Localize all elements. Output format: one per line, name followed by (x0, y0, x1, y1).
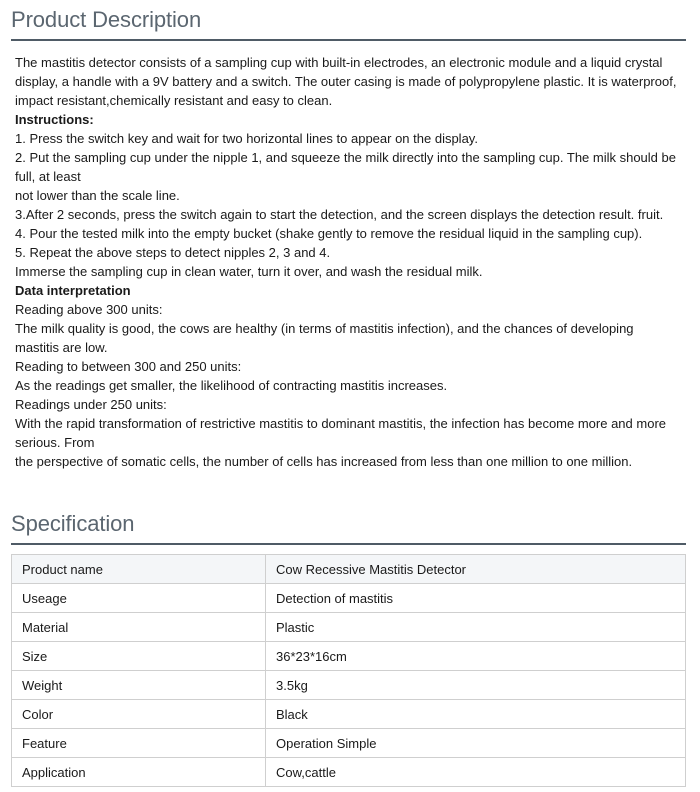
spec-value: 36*23*16cm (266, 642, 686, 671)
instruction-step: 2. Put the sampling cup under the nipple 1, and squeeze the milk directly into the sampling cup. The milk should be full, at least (15, 150, 676, 184)
instruction-step: 4. Pour the tested milk into the empty bucket (shake gently to remove the residual liquid in the sampling cup). (15, 226, 643, 241)
product-description-body (15, 53, 680, 471)
spec-key: Material (12, 613, 266, 642)
instruction-step: 3.After 2 seconds, press the switch again to start the detection, and the screen displays the detection result. fruit. (15, 207, 664, 222)
instruction-step: Immerse the sampling cup in clean water, turn it over, and wash the residual milk. (15, 264, 483, 279)
description-paragraph: The mastitis detector consists of a sampling cup with built-in electrodes, an electronic module and a liquid crystal display, a handle with a 9V battery and a switch. The outer casing is made of polypropylene plastic. It is waterproof, impact resistant,chemically resistant and easy to clean. (15, 55, 677, 108)
instruction-step: 1. Press the switch key and wait for two horizontal lines to appear on the display. (15, 131, 478, 146)
specification-heading: Specification (11, 511, 135, 536)
interpretation-text: the perspective of somatic cells, the number of cells has increased from less than one million to one million. (15, 454, 633, 469)
spec-value: Operation Simple (266, 729, 686, 758)
table-row (12, 729, 686, 758)
table-row (12, 700, 686, 729)
instruction-step: not lower than the scale line. (15, 188, 180, 203)
spec-value: Plastic (266, 613, 686, 642)
interpretation-range-label: Reading above 300 units: (15, 302, 163, 317)
interpretation-text: The milk quality is good, the cows are healthy (in terms of mastitis infection), and the chances of developing mastitis are low. (15, 321, 634, 355)
instructions-heading: Instructions: (15, 112, 94, 127)
table-row (12, 613, 686, 642)
spec-key: Useage (12, 584, 266, 613)
spec-value: Black (266, 700, 686, 729)
interpretation-text: With the rapid transformation of restrictive mastitis to dominant mastitis, the infection has become more and more serious. From (15, 416, 666, 450)
spec-value: Cow,cattle (266, 758, 686, 787)
table-row (12, 584, 686, 613)
spec-value: 3.5kg (266, 671, 686, 700)
spec-value: Cow Recessive Mastitis Detector (266, 555, 686, 584)
spec-key: Weight (12, 671, 266, 700)
table-row (12, 671, 686, 700)
data-interpretation-heading: Data interpretation (15, 283, 131, 298)
table-row (12, 642, 686, 671)
interpretation-range-label: Reading to between 300 and 250 units: (15, 359, 242, 374)
interpretation-text: As the readings get smaller, the likelihood of contracting mastitis increases. (15, 378, 448, 393)
instruction-step: 5. Repeat the above steps to detect nipples 2, 3 and 4. (15, 245, 331, 260)
spec-value: Detection of mastitis (266, 584, 686, 613)
heading-divider (11, 39, 686, 41)
specification-table (11, 554, 686, 787)
spec-key: Size (12, 642, 266, 671)
spec-key: Color (12, 700, 266, 729)
table-row (12, 758, 686, 787)
spec-key: Feature (12, 729, 266, 758)
product-description-heading: Product Description (11, 7, 202, 32)
interpretation-range-label: Readings under 250 units: (15, 397, 167, 412)
table-row (12, 555, 686, 584)
heading-divider (11, 543, 686, 545)
spec-key: Application (12, 758, 266, 787)
spec-key: Product name (12, 555, 266, 584)
